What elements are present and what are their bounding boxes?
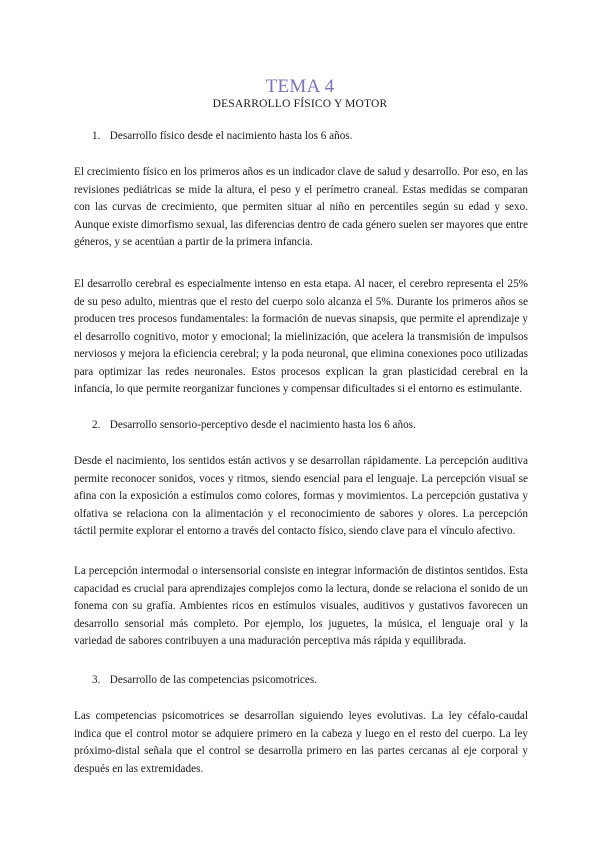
page-subtitle: DESARROLLO FÍSICO Y MOTOR [212, 98, 388, 110]
paragraph: El crecimiento físico en los primeros años es un indicador clave de salud y desarrollo. Por eso, en las revisiones pediátricas se mide la altura, el peso y el perímetro craneal. Estas medidas se comparan con las curvas de crecimiento, que permiten situar al niño en percentiles según su edad y sexo. Aunque existe dimorfismo sexual, las diferencias dentro de cada género suelen ser mayores que entre géneros, y se acentúan a partir de la primera infancia. [74, 166, 528, 248]
paragraph: El desarrollo cerebral es especialmente intenso en esta etapa. Al nacer, el cerebro representa el 25% de su peso adulto, mientras que el resto del cuerpo solo alcanza el 5%. Durante los primeros años se producen tres procesos fundamentales: la formación de nuevas sinapsis, que permite el aprendizaje y el desarrollo cognitivo, motor y emocional; la mielinización, que acelera la transmisión de impulsos nerviosos y mejora la eficiencia cerebral; y la poda neuronal, que elimina conexiones poco utilizadas para optimizar las redes neuronales. Estos procesos explican la gran plasticidad cerebral en la infancia, lo que permite reorganizar funciones y compensar dificultades si el entorno es estimulante. [74, 278, 528, 395]
section-number: 1. [92, 130, 101, 142]
section-heading-text: Desarrollo físico desde el nacimiento hasta los 6 años. [109, 130, 353, 142]
section-heading-2 [92, 419, 416, 431]
section-heading-1 [92, 130, 352, 142]
paragraph: Desde el nacimiento, los sentidos están activos y se desarrollan rápidamente. La percepción auditiva permite reconocer sonidos, voces y ritmos, siendo esencial para el lenguaje. La percepción visual se afina con la exposición a estímulos como colores, formas y movimientos. La percepción gustativa y olfativa se relaciona con la alimentación y el reconocimiento de sabores y olores. La percepción táctil permite explorar el entorno a través del contacto físico, siendo clave para el vínculo afectivo. [74, 455, 528, 537]
page-title: TEMA 4 [265, 76, 335, 97]
section-number: 2. [92, 419, 101, 431]
section-heading-3 [92, 674, 317, 686]
paragraph: La percepción intermodal o intersensorial consiste en integrar información de distintos sentidos. Esta capacidad es crucial para aprendizajes complejos como la lectura, donde se relaciona el sonido de un fonema con su grafía. Ambientes ricos en estímulos visuales, auditivos y gustativos favorecen un desarrollo sensorial más completo. Por ejemplo, los juguetes, la música, el lenguaje oral y la variedad de sabores contribuyen a una maduración perceptiva más rápida y equilibrada. [74, 565, 528, 647]
paragraph: Las competencias psicomotrices se desarrollan siguiendo leyes evolutivas. La ley céfalo-caudal indica que el control motor se adquiere primero en la cabeza y luego en el resto del cuerpo. La ley próximo-distal señala que el control se desarrolla primero en las partes cercanas al eje corporal y después en las extremidades. [74, 710, 528, 775]
section-heading-text: Desarrollo de las competencias psicomotrices. [109, 674, 318, 686]
section-number: 3. [92, 674, 101, 686]
section-heading-text: Desarrollo sensorio-perceptivo desde el nacimiento hasta los 6 años. [109, 419, 416, 431]
